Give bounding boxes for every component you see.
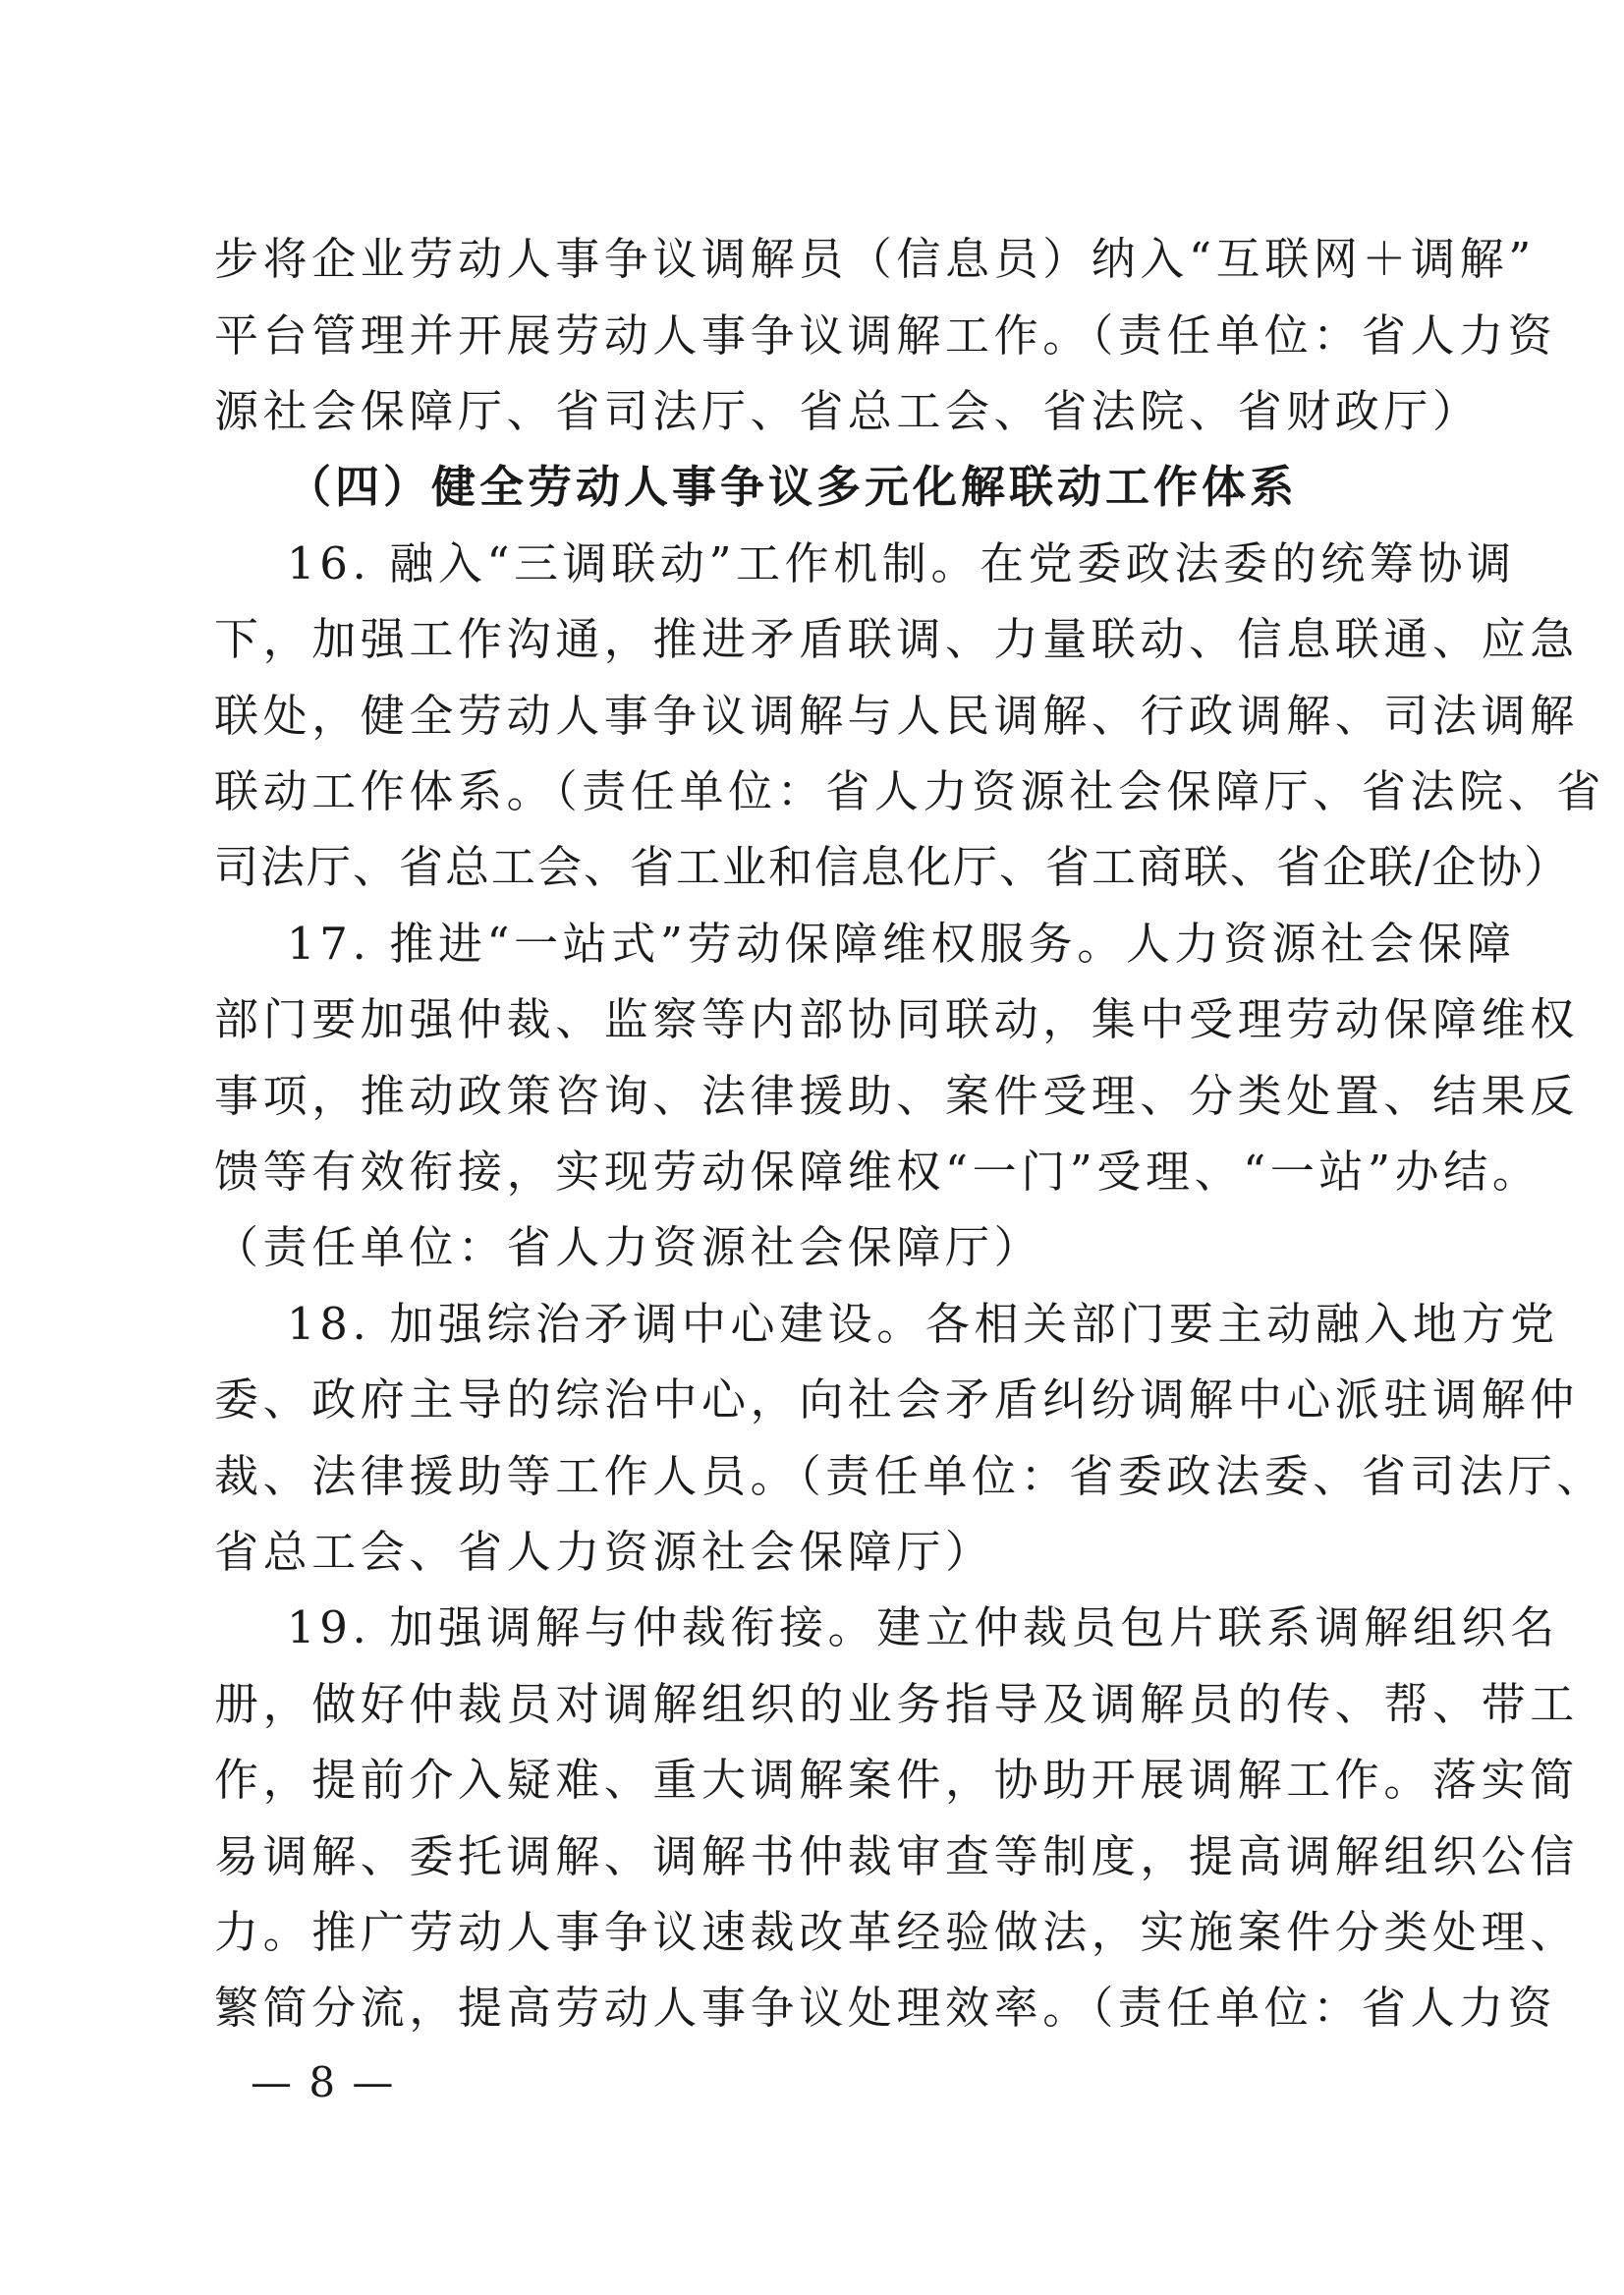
paragraph-start-16: 16. 融入“三调联动”工作机制。在党委政法委的统筹协调	[287, 537, 1516, 589]
text-line: 委、政府主导的综治中心，向社会矛盾纠纷调解中心派驻调解仲	[214, 1373, 1579, 1426]
text-line: 源社会保障厅、省司法厅、省总工会、省法院、省财政厅）	[214, 385, 1482, 437]
section-heading: （四）健全劳动人事争议多元化解联动工作体系	[287, 461, 1299, 513]
paragraph-start-17: 17. 推进“一站式”劳动保障维权服务。人力资源社会保障	[287, 918, 1516, 970]
text-line: 下，加强工作沟通，推进矛盾联调、力量联动、信息联通、应急	[214, 613, 1579, 665]
page-number: — 8 —	[251, 2058, 396, 2106]
text-line: 步将企业劳动人事争议调解员（信息员）纳入“互联网＋调解”	[214, 233, 1536, 285]
text-line: （责任单位：省人力资源社会保障厅）	[214, 1221, 1043, 1273]
text-line: 平台管理并开展劳动人事争议调解工作。（责任单位：省人力资	[214, 309, 1557, 362]
paragraph-start-18: 18. 加强综治矛调中心建设。各相关部门要主动融入地方党	[287, 1298, 1559, 1350]
text-line: 裁、法律援助等工作人员。（责任单位：省委政法委、省司法厅、	[214, 1450, 1605, 1502]
text-line: 事项，推动政策咨询、法律援助、案件受理、分类处置、结果反	[214, 1070, 1579, 1122]
text-line: 繁简分流，提高劳动人事争议处理效率。（责任单位：省人力资	[214, 1982, 1557, 2034]
text-line: 馈等有效衔接，实现劳动保障维权“一门”受理、“一站”办结。	[214, 1146, 1541, 1198]
text-line: 司法厅、省总工会、省工业和信息化厅、省工商联、省企联/企协）	[214, 841, 1571, 893]
text-line: 省总工会、省人力资源社会保障厅）	[214, 1526, 994, 1578]
text-line: 册，做好仲裁员对调解组织的业务指导及调解员的传、帮、带工	[214, 1678, 1579, 1730]
text-line: 力。推广劳动人事争议速裁改革经验做法，实施案件分类处理、	[214, 1906, 1579, 1958]
text-line: 易调解、委托调解、调解书仲裁审查等制度，提高调解组织公信	[214, 1830, 1579, 1882]
paragraph-start-19: 19. 加强调解与仲裁衔接。建立仲裁员包片联系调解组织名	[287, 1601, 1559, 1653]
text-line: 联处，健全劳动人事争议调解与人民调解、行政调解、司法调解	[214, 690, 1579, 742]
text-line: 作，提前介入疑难、重大调解案件，协助开展调解工作。落实简	[214, 1754, 1579, 1806]
text-line: 联动工作体系。（责任单位：省人力资源社会保障厅、省法院、省	[214, 765, 1605, 817]
text-line: 部门要加强仲裁、监察等内部协同联动，集中受理劳动保障维权	[214, 993, 1579, 1045]
